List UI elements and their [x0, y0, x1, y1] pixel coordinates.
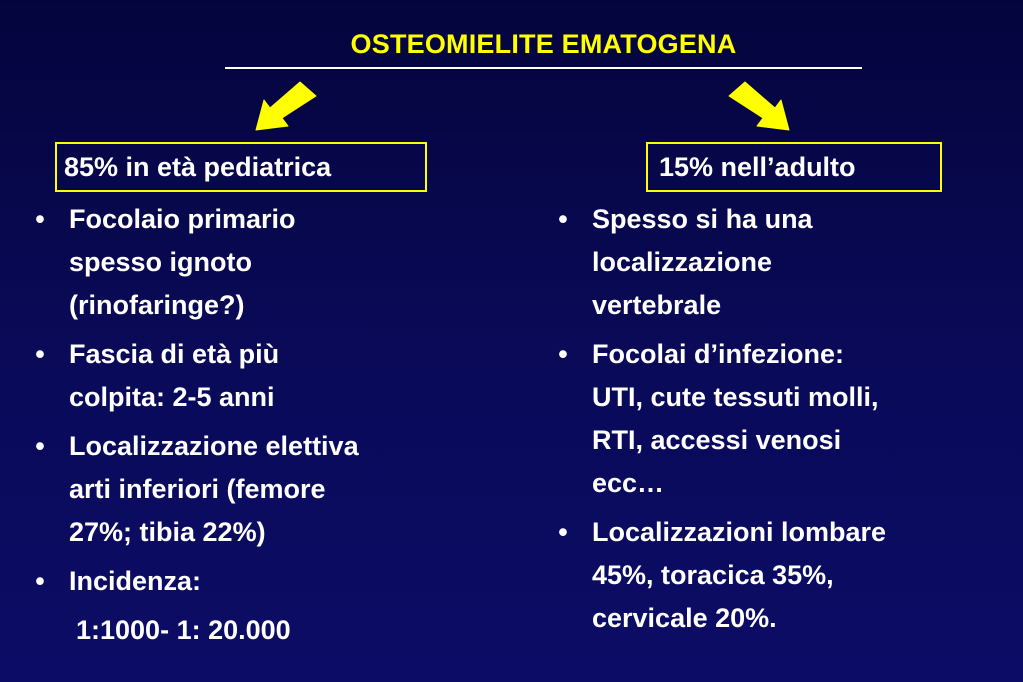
- adult-bullet-list: [553, 198, 1013, 640]
- list-item-line: Focolai d’infezione:: [592, 339, 845, 369]
- list-item-line: Incidenza:: [69, 566, 202, 596]
- list-item-line: vertebrale: [592, 290, 722, 320]
- list-item: [30, 425, 490, 554]
- list-item-line: Fascia di età più: [69, 339, 280, 369]
- arrow-down-left-icon: [248, 78, 320, 134]
- bullet-glyph: •: [35, 566, 45, 596]
- list-item-line: arti inferiori (femore: [69, 474, 326, 504]
- adult-column: [553, 198, 1013, 646]
- bullet-glyph: •: [35, 339, 45, 369]
- list-item-line: RTI, accessi venosi: [592, 425, 842, 455]
- adult-percentage-box: [646, 142, 942, 192]
- bullet-glyph: •: [558, 204, 568, 234]
- bullet-glyph: •: [558, 517, 568, 547]
- list-item-line: localizzazione: [592, 247, 773, 277]
- list-item: [553, 333, 1013, 505]
- list-item-line: Localizzazioni lombare: [592, 517, 887, 547]
- list-item: [553, 198, 1013, 327]
- bullet-glyph: •: [558, 339, 568, 369]
- list-item-line: spesso ignoto: [69, 247, 253, 277]
- pediatric-percentage-box: [55, 142, 427, 192]
- bullet-glyph: •: [35, 431, 45, 461]
- list-item: [30, 333, 490, 419]
- list-item-line: (rinofaringe?): [69, 290, 245, 320]
- list-item-line: 45%, toracica 35%,: [592, 560, 834, 590]
- title-underline: [225, 67, 862, 69]
- list-item-line: UTI, cute tessuti molli,: [592, 382, 879, 412]
- list-item-line: cervicale 20%.: [592, 603, 777, 633]
- list-item: [553, 511, 1013, 640]
- arrow-down-right-icon: [725, 78, 797, 134]
- list-item: [30, 560, 490, 603]
- list-item-line: Focolaio primario: [69, 204, 296, 234]
- list-item-line: colpita: 2-5 anni: [69, 382, 275, 412]
- list-item: [30, 198, 490, 327]
- incidence-value: 1:1000- 1: 20.000: [76, 615, 291, 645]
- list-item-line: Spesso si ha una: [592, 204, 813, 234]
- bullet-glyph: •: [35, 204, 45, 234]
- slide-title: OSTEOMIELITE EMATOGENA: [350, 29, 737, 59]
- adult-percentage-label: 15% nell’adulto: [659, 152, 856, 182]
- list-item-line: ecc…: [592, 468, 665, 498]
- list-item-line: 27%; tibia 22%): [69, 517, 266, 547]
- pediatric-column: [30, 198, 490, 609]
- pediatric-bullet-list: [30, 198, 490, 603]
- pediatric-percentage-label: 85% in età pediatrica: [64, 152, 332, 182]
- list-item-line: Localizzazione elettiva: [69, 431, 359, 461]
